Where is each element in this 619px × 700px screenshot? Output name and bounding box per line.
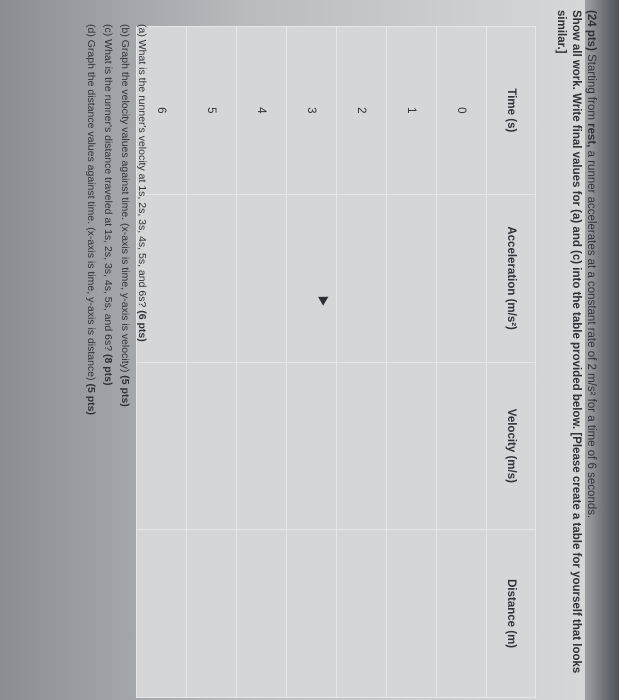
data-table: [136, 26, 536, 698]
acceleration-cell: [437, 194, 487, 362]
time-cell: 1: [387, 27, 437, 195]
acceleration-cell: [237, 194, 287, 362]
velocity-cell: [387, 362, 437, 530]
question-text: (d) Graph the distance values against time. (x-axis is time, y-axis is distance): [85, 24, 97, 384]
table-header-row: [487, 27, 536, 698]
problem-text-a: Starting from: [585, 54, 597, 124]
header-time: Time (s): [487, 27, 536, 195]
header-acceleration: Acceleration (m/s²): [487, 194, 536, 362]
table-row: [387, 27, 437, 698]
problem-instructions: Show all work. Write final values for (a) and (c) into the table provided below. [Please create a table for yourself that looks similar.]: [555, 10, 582, 674]
velocity-cell: [437, 362, 487, 530]
problem-statement: [553, 10, 598, 690]
question-text: (c) What is the runner's distance traveled at 1s, 2s, 3s, 4s, 5s, and 6s?: [102, 24, 114, 354]
question-c: [99, 24, 116, 694]
question-points: (5 pts): [119, 375, 131, 407]
header-distance: Distance (m): [487, 530, 536, 698]
question-a: [133, 24, 150, 694]
velocity-cell: [337, 362, 387, 530]
time-cell: 3: [287, 27, 337, 195]
acceleration-cell: [287, 194, 337, 362]
question-text: (b) Graph the velocity values against time. (x-axis is time, y-axis is velocity): [119, 24, 131, 376]
problem-rest: rest,: [585, 123, 597, 148]
question-b: [116, 24, 133, 694]
time-cell: 4: [237, 27, 287, 195]
question-points: (8 pts): [102, 354, 114, 386]
table-row: [237, 27, 287, 698]
distance-cell: [437, 530, 487, 698]
velocity-cell: [237, 362, 287, 530]
header-velocity: Velocity (m/s): [487, 362, 536, 530]
document-page: [62, 4, 602, 700]
distance-cell: [237, 530, 287, 698]
distance-cell: [387, 530, 437, 698]
distance-cell: [187, 530, 237, 698]
distance-cell: [337, 530, 387, 698]
problem-text-b: a runner accelerates at a constant rate of 2 m/s² for a time of 6 seconds.: [585, 147, 597, 519]
velocity-cell: [287, 362, 337, 530]
table-row: [337, 27, 387, 698]
velocity-cell: [187, 362, 237, 530]
time-cell: 5: [187, 27, 237, 195]
acceleration-cell: [387, 194, 437, 362]
question-points: (6 pts): [136, 310, 148, 342]
question-d: [82, 24, 99, 694]
distance-cell: [287, 530, 337, 698]
question-text: (a) What is the runner's velocity at 1s, 2s, 3s, 4s, 5s, and 6s?: [136, 24, 148, 311]
time-cell: 0: [437, 27, 487, 195]
acceleration-cell: [337, 194, 387, 362]
table-row: [437, 27, 487, 698]
acceleration-cell: [187, 194, 237, 362]
time-cell: 6: [137, 27, 187, 195]
question-points: (5 pts): [85, 383, 97, 415]
time-cell: 2: [337, 27, 387, 195]
table-row: [187, 27, 237, 698]
problem-points: (24 pts): [585, 10, 597, 51]
question-list: [82, 24, 150, 694]
table-row: [287, 27, 337, 698]
